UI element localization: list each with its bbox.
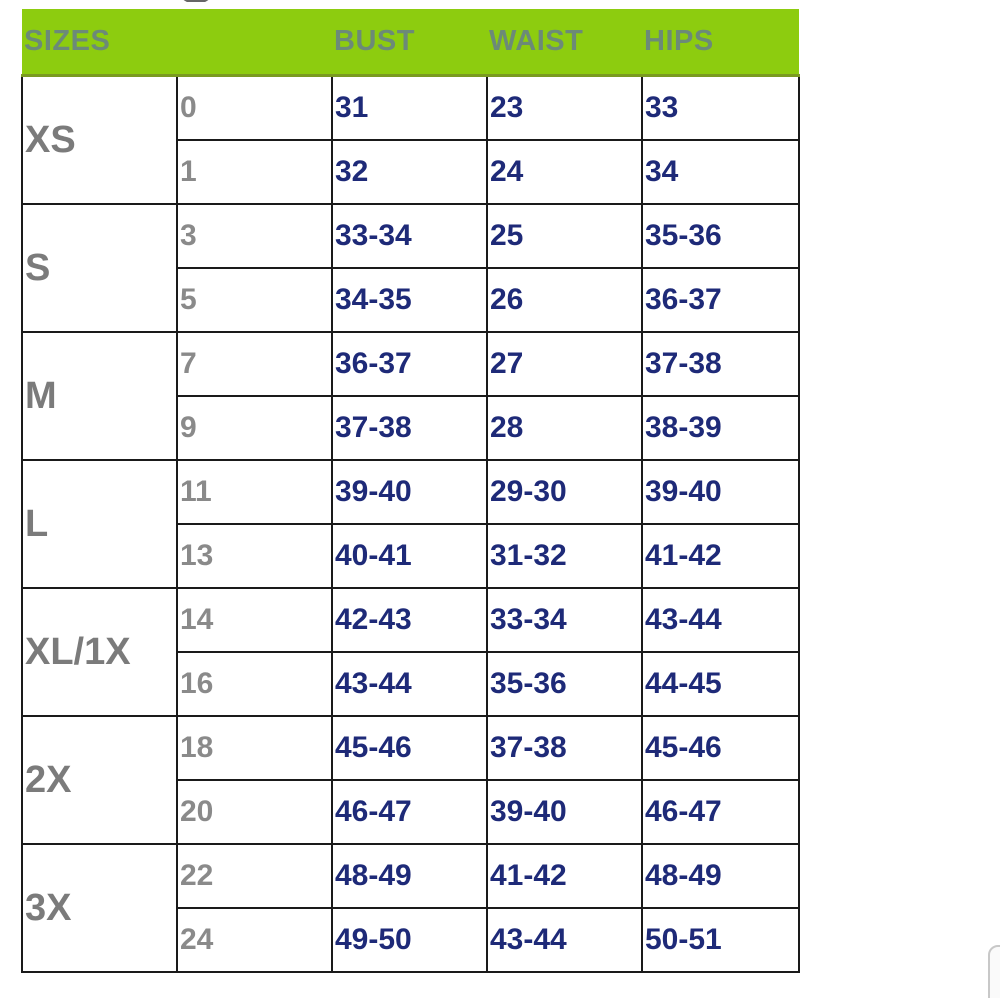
waist-value: 24 xyxy=(487,140,642,204)
cropped-title-fragment xyxy=(175,0,245,2)
size-label: 3X xyxy=(22,844,177,972)
bust-value: 46-47 xyxy=(332,780,487,844)
hips-value: 45-46 xyxy=(642,716,799,780)
hips-value: 48-49 xyxy=(642,844,799,908)
waist-value: 35-36 xyxy=(487,652,642,716)
waist-value: 28 xyxy=(487,396,642,460)
hips-value: 36-37 xyxy=(642,268,799,332)
hips-value: 50-51 xyxy=(642,908,799,972)
size-label: L xyxy=(22,460,177,588)
size-number: 16 xyxy=(177,652,332,716)
waist-value: 43-44 xyxy=(487,908,642,972)
hips-value: 35-36 xyxy=(642,204,799,268)
hips-value: 43-44 xyxy=(642,588,799,652)
bust-value: 39-40 xyxy=(332,460,487,524)
size-number: 3 xyxy=(177,204,332,268)
header-number xyxy=(177,9,332,76)
header-hips: HIPS xyxy=(642,9,799,76)
bust-value: 43-44 xyxy=(332,652,487,716)
waist-value: 33-34 xyxy=(487,588,642,652)
bust-value: 40-41 xyxy=(332,524,487,588)
hips-value: 34 xyxy=(642,140,799,204)
waist-value: 37-38 xyxy=(487,716,642,780)
bust-value: 32 xyxy=(332,140,487,204)
size-label: M xyxy=(22,332,177,460)
hips-value: 46-47 xyxy=(642,780,799,844)
size-number: 22 xyxy=(177,844,332,908)
waist-value: 25 xyxy=(487,204,642,268)
size-number: 20 xyxy=(177,780,332,844)
size-number: 14 xyxy=(177,588,332,652)
waist-value: 31-32 xyxy=(487,524,642,588)
hips-value: 39-40 xyxy=(642,460,799,524)
size-label: S xyxy=(22,204,177,332)
size-number: 18 xyxy=(177,716,332,780)
size-label: XL/1X xyxy=(22,588,177,716)
waist-value: 27 xyxy=(487,332,642,396)
waist-value: 41-42 xyxy=(487,844,642,908)
hips-value: 44-45 xyxy=(642,652,799,716)
header-sizes: SIZES xyxy=(22,9,177,76)
waist-value: 23 xyxy=(487,76,642,141)
table-row xyxy=(22,716,799,780)
bust-value: 42-43 xyxy=(332,588,487,652)
bust-value: 33-34 xyxy=(332,204,487,268)
table-row xyxy=(22,844,799,908)
waist-value: 29-30 xyxy=(487,460,642,524)
size-number: 0 xyxy=(177,76,332,141)
scroll-handle-fragment[interactable] xyxy=(988,945,1000,998)
hips-value: 33 xyxy=(642,76,799,141)
table-row xyxy=(22,588,799,652)
bust-value: 31 xyxy=(332,76,487,141)
size-number: 11 xyxy=(177,460,332,524)
size-number: 1 xyxy=(177,140,332,204)
size-number: 24 xyxy=(177,908,332,972)
hips-value: 37-38 xyxy=(642,332,799,396)
bust-value: 48-49 xyxy=(332,844,487,908)
table-row xyxy=(22,332,799,396)
table-row xyxy=(22,460,799,524)
bust-value: 37-38 xyxy=(332,396,487,460)
bust-value: 34-35 xyxy=(332,268,487,332)
header-bust: BUST xyxy=(332,9,487,76)
size-label: XS xyxy=(22,76,177,205)
table-body xyxy=(22,76,799,973)
size-number: 5 xyxy=(177,268,332,332)
size-number: 9 xyxy=(177,396,332,460)
waist-value: 26 xyxy=(487,268,642,332)
size-chart-table xyxy=(21,9,800,973)
size-number: 7 xyxy=(177,332,332,396)
table-row xyxy=(22,76,799,141)
header-waist: WAIST xyxy=(487,9,642,76)
hips-value: 41-42 xyxy=(642,524,799,588)
waist-value: 39-40 xyxy=(487,780,642,844)
bust-value: 49-50 xyxy=(332,908,487,972)
hips-value: 38-39 xyxy=(642,396,799,460)
bust-value: 36-37 xyxy=(332,332,487,396)
size-number: 13 xyxy=(177,524,332,588)
table-header-row xyxy=(22,9,799,76)
table-row xyxy=(22,204,799,268)
bust-value: 45-46 xyxy=(332,716,487,780)
size-label: 2X xyxy=(22,716,177,844)
